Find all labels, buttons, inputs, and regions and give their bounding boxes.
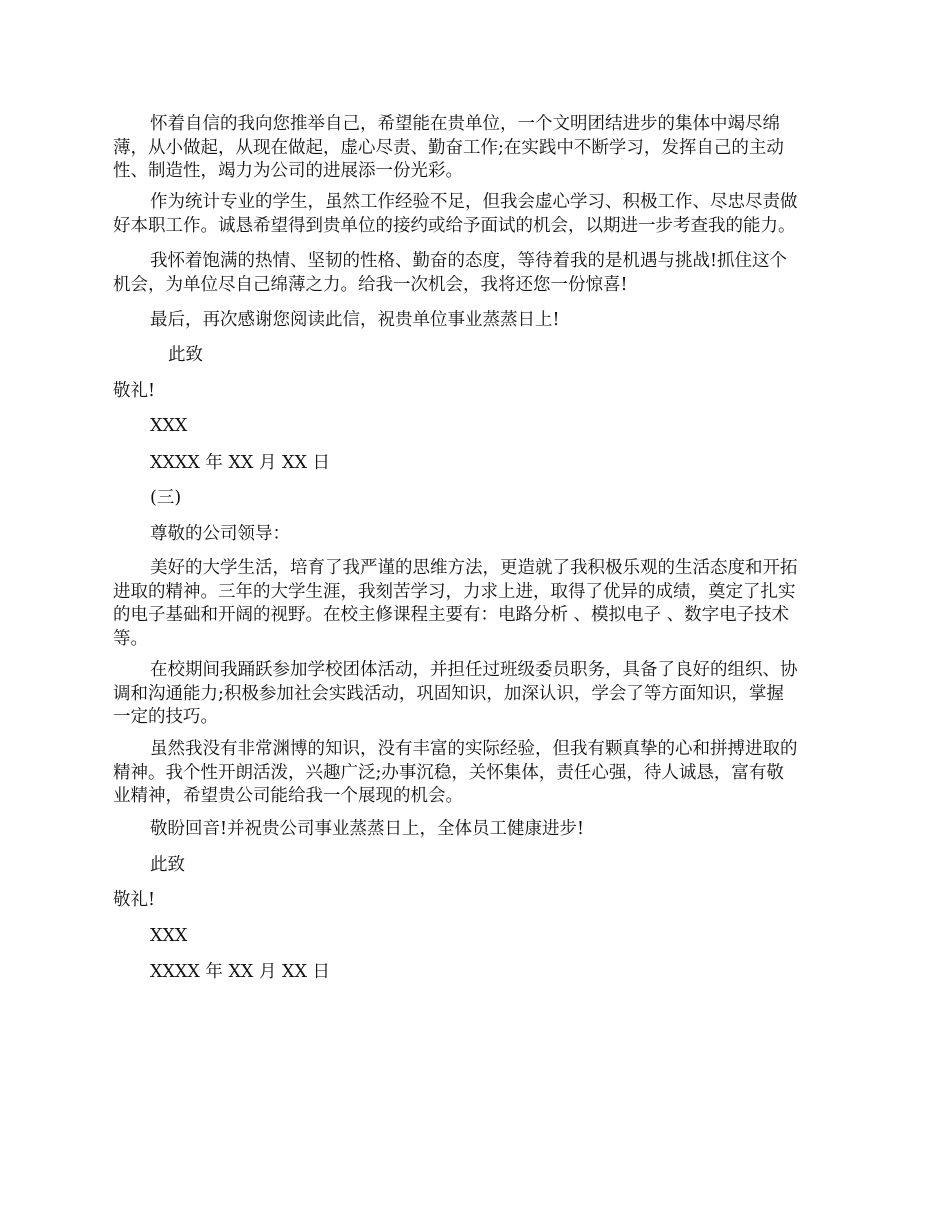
text-line: 好本职工作。诚恳希望得到贵单位的接约或给予面试的机会，以期进一步考查我的能力。 (113, 216, 796, 236)
text-line: 此致 (150, 855, 185, 875)
text-line: XXXX 年 XX 月 XX 日 (150, 453, 330, 473)
text-line: XXX (150, 926, 188, 946)
text-line: 敬礼! (113, 381, 156, 401)
text-line: 怀着自信的我向您推举自己，希望能在贵单位，一个文明团结进步的集体中竭尽绵 (150, 114, 780, 134)
text-line: 业精神，希望贵公司能给我一个展现的机会。 (113, 786, 463, 806)
text-line: 性、制造性，竭力为公司的进展添一份光彩。 (113, 161, 463, 181)
text-line: 进取的精神。三年的大学生涯，我刻苦学习，力求上进，取得了优异的成绩，奠定了扎实 (113, 582, 796, 602)
text-line: 精神。我个性开朗活泼，兴趣广泛;办事沉稳，关怀集体，责任心强，待人诚恳，富有敬 (113, 763, 784, 783)
text-line: 的电子基础和开阔的视野。在校主修课程主要有：电路分析 、模拟电子 、数字电子技术 (113, 605, 790, 625)
text-line: 在校期间我踊跃参加学校团体活动，并担任过班级委员职务，具备了良好的组织、协 (150, 660, 798, 680)
text-line: 此致 (168, 345, 203, 365)
text-line: 一定的技巧。 (113, 707, 218, 727)
text-line: 薄，从小做起，从现在做起，虚心尽责、勤奋工作;在实践中不断学习，发挥自己的主动 (113, 138, 784, 158)
text-line: 美好的大学生活，培育了我严谨的思维方法，更造就了我积极乐观的生活态度和开拓 (150, 558, 798, 578)
text-line: 调和沟通能力;积极参加社会实践活动，巩固知识，加深认识，学会了等方面知识，掌握 (113, 684, 784, 704)
text-line: 我怀着饱满的热情、坚韧的性格、勤奋的态度，等待着我的是机遇与挑战!抓住这个 (150, 251, 788, 271)
text-line: 尊敬的公司领导： (150, 524, 290, 544)
text-line: 作为统计专业的学生，虽然工作经验不足，但我会虚心学习、积极工作、尽忠尽责做 (150, 192, 798, 212)
text-line: XXXX 年 XX 月 XX 日 (150, 962, 330, 982)
text-line: 机会，为单位尽自己绵薄之力。给我一次机会，我将还您一份惊喜! (113, 275, 628, 295)
text-line: 虽然我没有非常渊博的知识，没有丰富的实际经验，但我有颗真挚的心和拼搏进取的 (150, 739, 798, 759)
text-line: 最后，再次感谢您阅读此信，祝贵单位事业蒸蒸日上! (150, 310, 560, 330)
text-line: (三) (150, 488, 182, 508)
text-line: 敬礼! (113, 890, 156, 910)
text-line: 敬盼回音!并祝贵公司事业蒸蒸日上，全体员工健康进步! (150, 819, 585, 839)
text-line: XXX (150, 416, 188, 436)
text-line: 等。 (113, 629, 148, 649)
